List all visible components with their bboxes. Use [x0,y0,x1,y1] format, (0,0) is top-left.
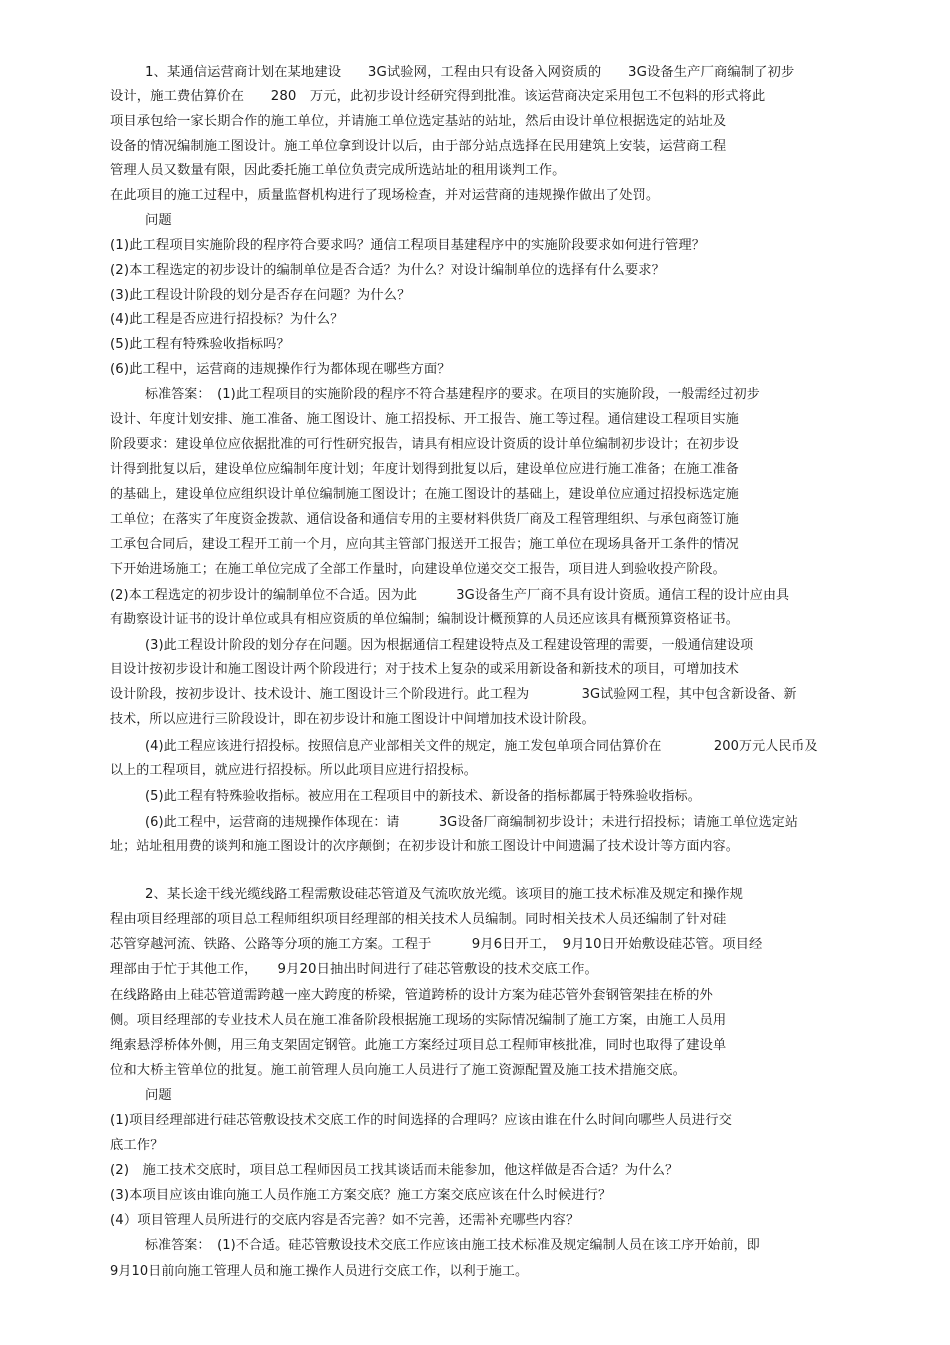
q2-line: 位和大桥主管单位的批复。施工前管理人员向施工人员进行了施工资源配置及施工技术措施交底。 [110,1063,687,1078]
q1-answer-line: (3)此工程设计阶段的划分存在问题。因为根据通信工程建设特点及工程建设管理的需要，一般通信建设项 [145,638,754,653]
q1-question: (4)此工程是否应进行招投标？为什么？ [110,312,344,327]
q1-question: (2)本工程选定的初步设计的编制单位是否合适？为什么？对设计编制单位的选择有什么要求？ [110,263,666,278]
q2-answer-line: 标准答案： (1)不合适。硅芯管敷设技术交底工作应该由施工技术标准及规定编制人员在该工序开始前，即 [145,1238,760,1253]
q1-answer-line: 计得到批复以后，建设单位应编制年度计划；年度计划得到批复以后，建设单位应进行施工准备；在施工准备 [110,462,739,477]
q1-answer-line: (4)此工程应该进行招投标。按照信息产业部相关文件的规定，施工发包单项合同估算价在 200万元人民币及 [145,739,818,754]
q1-answer-line: 址；站址租用费的谈判和施工图设计的次序颠倒；在初步设计和旅工图设计中间遗漏了技术设计等方面内容。 [110,839,739,854]
q1-answer-line: (5)此工程有特殊验收指标。被应用在工程项目中的新技术、新设备的指标都属于特殊验收指标。 [145,789,701,804]
q1-line: 1、某通信运营商计划在某地建设 3G试验网，工程由只有设备入网资质的 3G设备生产厂商编制了初步 [145,65,795,80]
q1-question: (6)此工程中，运营商的违规操作行为都体现在哪些方面？ [110,362,451,377]
q1-answer-line: (6)此工程中，运营商的违规操作体现在：请 3G设备厂商编制初步设计；未进行招投标；请施工单位选定站 [145,815,798,830]
q2-line: 程由项目经理部的项目总工程师组织项目经理部的相关技术人员编制。同时相关技术人员还编制了针对硅 [110,912,727,927]
q1-line: 设备的情况编制施工图设计。施工单位拿到设计以后，由于部分站点选择在民用建筑上安装，运营商工程 [110,139,727,154]
q1-question: (1)此工程项目实施阶段的程序符合要求吗？通信工程项目基建程序中的实施阶段要求如何进行管理？ [110,238,706,253]
q1-answer-line: 设计、年度计划安排、施工准备、施工图设计、施工招投标、开工报告、施工等过程。通信建设工程项目实施 [110,412,739,427]
q1-line: 在此项目的施工过程中，质量监督机构进行了现场检查，并对运营商的违规操作做出了处罚。 [110,188,660,203]
q1-answer-line: 设计阶段，按初步设计、技术设计、施工图设计三个阶段进行。此工程为 3G试验网工程，其中包含新设备、新 [110,687,797,702]
q1-answer-line: 下开始进场施工；在施工单位完成了全部工作量时，向建设单位递交交工报告，项目进人到验收投产阶段。 [110,562,726,577]
q1-answer-line: 的基础上，建设单位应组织设计单位编制施工图设计；在施工图设计的基础上，建设单位应通过招投标选定施 [110,487,739,502]
q1-answer-line: 工承包合同后，建设工程开工前一个月，应向其主管部门报送开工报告；施工单位在现场具备开工条件的情况 [110,537,739,552]
q1-line: 项目承包给一家长期合作的施工单位，并请施工单位选定基站的站址，然后由设计单位根据选定的站址及 [110,114,727,129]
q1-answer-line: 工单位；在落实了年度资金拨款、通信设备和通信专用的主要材料供货厂商及工程管理组织、与承包商签订施 [110,512,739,527]
q1-answer-line: (2)本工程选定的初步设计的编制单位不合适。因为此 3G设备生产厂商不具有设计资质。通信工程的设计应由具 [110,588,790,603]
q1-question: (3)此工程设计阶段的划分是否存在问题？为什么？ [110,288,411,303]
q2-line: 2、某长途干线光缆线路工程需敷设硅芯管道及气流吹放光缆。该项目的施工技术标准及规定和操作规 [145,887,744,902]
q1-line: 设计，施工费估算价在 280 万元，此初步设计经研究得到批准。该运营商决定采用包工不包料的形式将此 [110,89,766,104]
q2-line: 理部由于忙于其他工作， 9月20日抽出时间进行了硅芯管敷设的技术交底工作。 [110,962,598,977]
q2-question: (2) 施工技术交底时，项目总工程师因员工找其谈话而未能参加，他这样做是否合适？为什么？ [110,1163,679,1178]
q2-answer-line: 9月10日前向施工管理人员和施工操作人员进行交底工作，以利于施工。 [110,1264,529,1279]
q1-answer-line: 阶段要求：建设单位应依据批准的可行性研究报告，请具有相应设计资质的设计单位编制初步设计；在初步设 [110,437,739,452]
q1-answer-line: 技术，所以应进行三阶段设计，即在初步设计和施工图设计中间增加技术设计阶段。 [110,712,595,727]
q1-answer-line: 有勘察设计证书的设计单位或具有相应资质的单位编制；编制设计概预算的人员还应该具有概预算资格证书。 [110,612,739,627]
q2-line: 绳索悬浮桥体外侧，用三角支架固定钢管。此施工方案经过项目总工程师审核批准，同时也取得了建设单 [110,1038,727,1053]
q2-heading-questions: 问题 [145,1088,172,1103]
q2-question: (1)项目经理部进行硅芯管敷设技术交底工作的时间选择的合理吗？应该由谁在什么时间向哪些人员进行交 [110,1113,732,1128]
q1-question: (5)此工程有特殊验收指标吗？ [110,337,290,352]
q1-heading-questions: 问题 [145,213,172,228]
q1-answer-line: 标准答案： (1)此工程项目的实施阶段的程序不符合基建程序的要求。在项目的实施阶段，一般需经过初步 [145,387,760,402]
q2-line: 芯管穿越河流、铁路、公路等分项的施工方案。工程于 9月6日开工， 9月10日开始敷设硅芯管。项目经 [110,937,763,952]
q2-line: 在线路路由上硅芯管道需跨越一座大跨度的桥梁，管道跨桥的设计方案为硅芯管外套钢管架挂在桥的外 [110,988,713,1003]
q2-question: (4）项目管理人员所进行的交底内容是否完善？如不完善，还需补充哪些内容？ [110,1213,580,1228]
q1-answer-line: 目设计按初步设计和施工图设计两个阶段进行；对于技术上复杂的或采用新设备和新技术的项目，可增加技术 [110,662,739,677]
q2-line: 侧。项目经理部的专业技术人员在施工准备阶段根据施工现场的实际情况编制了施工方案，由施工人员用 [110,1013,727,1028]
q1-answer-line: 以上的工程项目，就应进行招投标。所以此项目应进行招投标。 [110,763,477,778]
q2-question: 底工作？ [110,1138,164,1153]
q1-line: 管理人员又数量有限，因此委托施工单位负责完成所选站址的租用谈判工作。 [110,163,566,178]
q2-question: (3)本项目应该由谁向施工人员作施工方案交底？施工方案交底应该在什么时候进行？ [110,1188,612,1203]
